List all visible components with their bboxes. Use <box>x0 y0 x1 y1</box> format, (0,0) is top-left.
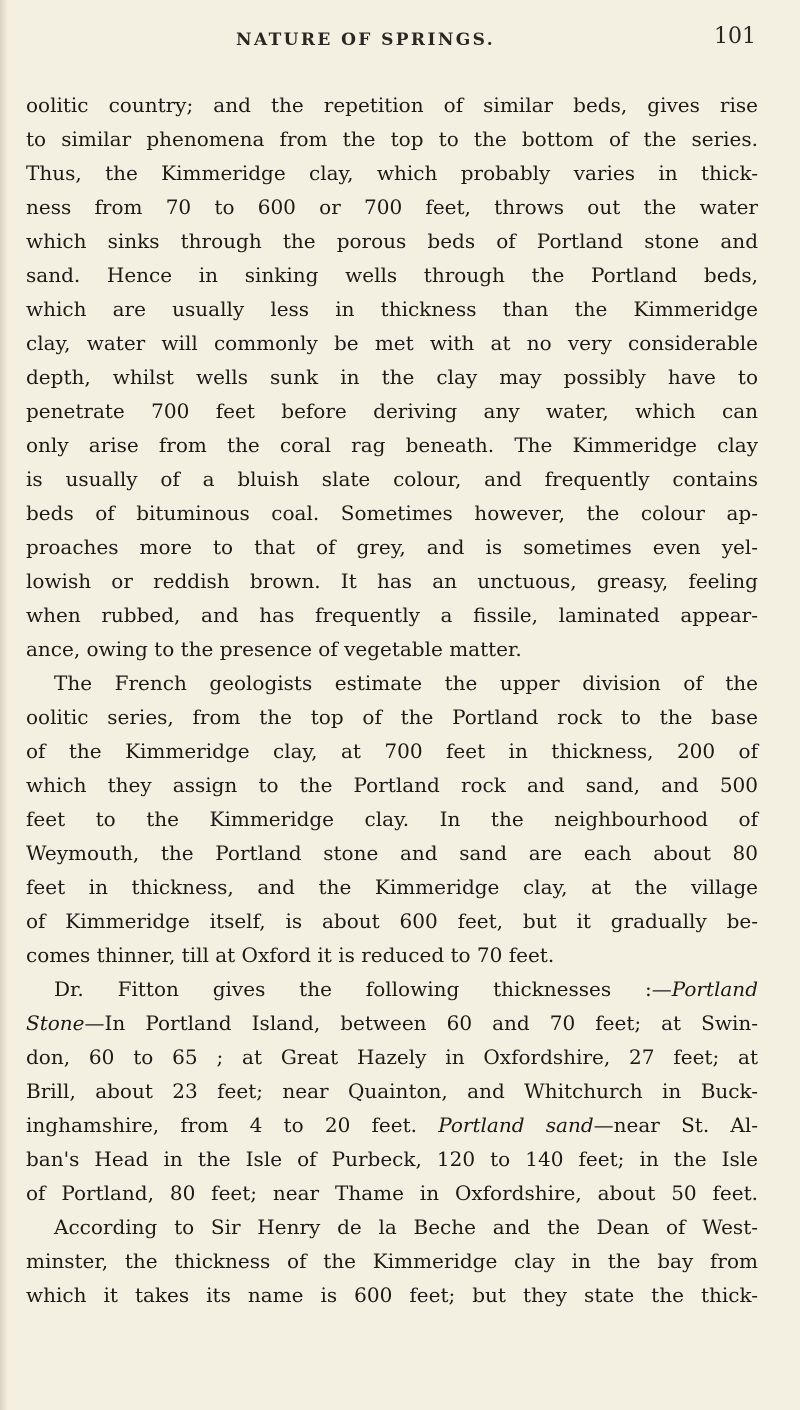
text-line: lowish or reddish brown. It has an unctuous, greasy, feeling <box>26 569 758 593</box>
text-line: is usually of a bluish slate colour, and frequently contains <box>26 467 758 491</box>
text-line: ance, owing to the presence of vegetable matter. <box>26 637 522 661</box>
body-text <box>26 88 758 1312</box>
text-line: when rubbed, and has frequently a fissile, laminated appear- <box>26 603 758 627</box>
running-head: NATURE OF SPRINGS. <box>236 30 496 50</box>
text-line: oolitic country; and the repetition of similar beds, gives rise <box>26 93 758 117</box>
text-line: only arise from the coral rag beneath. The Kimmeridge clay <box>26 433 758 457</box>
text-line: which it takes its name is 600 feet; but they state the thick- <box>26 1283 758 1307</box>
text-segment: —near St. Al- <box>593 1113 758 1137</box>
text-line: According to Sir Henry de la Beche and the Dean of West- <box>54 1215 758 1239</box>
text-line: Brill, about 23 feet; near Quainton, and Whitchurch in Buck- <box>26 1079 758 1103</box>
text-line: oolitic series, from the top of the Portland rock to the base <box>26 705 758 729</box>
text-segment: Dr. Fitton gives the following thicknesses :— <box>54 977 672 1001</box>
text-line: of Kimmeridge itself, is about 600 feet, but it gradually be- <box>26 909 758 933</box>
text-segment: —In Portland Island, between 60 and 70 feet; at Swin- <box>84 1011 758 1035</box>
text-line: proaches more to that of grey, and is sometimes even yel- <box>26 535 758 559</box>
text-line: Thus, the Kimmeridge clay, which probably varies in thick- <box>26 161 758 185</box>
text-line: don, 60 to 65 ; at Great Hazely in Oxfordshire, 27 feet; at <box>26 1045 758 1069</box>
text-line: comes thinner, till at Oxford it is reduced to 70 feet. <box>26 943 555 967</box>
text-line: to similar phenomena from the top to the bottom of the series. <box>26 127 758 151</box>
text-line <box>26 1006 758 1040</box>
text-line: which sinks through the porous beds of Portland stone and <box>26 229 758 253</box>
text-line: of Portland, 80 feet; near Thame in Oxfordshire, about 50 feet. <box>26 1181 758 1205</box>
text-segment: inghamshire, from 4 to 20 feet. <box>26 1113 417 1137</box>
text-line: The French geologists estimate the upper division of the <box>54 671 758 695</box>
text-line: ban's Head in the Isle of Purbeck, 120 to 140 feet; in the Isle <box>26 1147 758 1171</box>
text-line: minster, the thickness of the Kimmeridge clay in the bay from <box>26 1249 758 1273</box>
text-line: feet to the Kimmeridge clay. In the neighbourhood of <box>26 807 758 831</box>
text-line: which they assign to the Portland rock and sand, and 500 <box>26 773 758 797</box>
text-line: sand. Hence in sinking wells through the Portland beds, <box>26 263 758 287</box>
text-line: feet in thickness, and the Kimmeridge clay, at the village <box>26 875 758 899</box>
text-line <box>26 1108 758 1142</box>
text-line: Weymouth, the Portland stone and sand are each about 80 <box>26 841 758 865</box>
text-line: of the Kimmeridge clay, at 700 feet in thickness, 200 of <box>26 739 758 763</box>
text-line: clay, water will commonly be met with at no very considerable <box>26 331 758 355</box>
italic-term: Stone <box>26 1011 85 1035</box>
text-line: beds of bituminous coal. Sometimes however, the colour ap- <box>26 501 758 525</box>
italic-term: Portland sand <box>438 1113 594 1137</box>
text-line: penetrate 700 feet before deriving any water, which can <box>26 399 758 423</box>
page-gutter-shadow <box>0 0 8 1410</box>
italic-term: Portland <box>671 977 758 1001</box>
text-line: which are usually less in thickness than the Kimmeridge <box>26 297 758 321</box>
text-line: ness from 70 to 600 or 700 feet, throws out the water <box>26 195 758 219</box>
text-line: depth, whilst wells sunk in the clay may possibly have to <box>26 365 758 389</box>
text-line <box>26 972 758 1006</box>
page-number: 101 <box>714 24 756 49</box>
